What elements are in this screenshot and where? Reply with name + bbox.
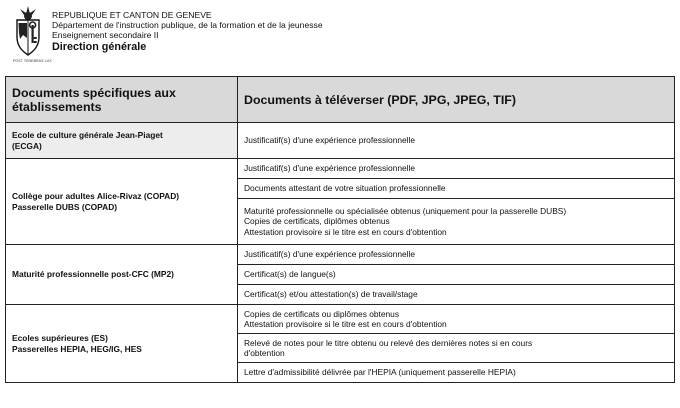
document-line: d'obtention bbox=[244, 348, 285, 358]
document-cell: Certificat(s) et/ou attestation(s) de travail/stage bbox=[238, 285, 675, 305]
document-cell bbox=[238, 334, 675, 363]
institution-cell bbox=[6, 159, 238, 245]
institution-cell bbox=[6, 305, 238, 383]
institution-cell: Maturité professionnelle post-CFC (MP2) bbox=[6, 245, 238, 305]
direction-name: Direction générale bbox=[52, 40, 147, 53]
letterhead bbox=[0, 0, 680, 72]
document-line: Attestation provisoire si le titre est en cours d'obtention bbox=[244, 319, 447, 329]
institution-name: Collège pour adultes Alice-Rivaz (COPAD) bbox=[12, 190, 180, 201]
document-line: Relevé de notes pour le titre obtenu ou relevé des dernières notes si en cours bbox=[244, 337, 533, 348]
table-row bbox=[6, 305, 675, 334]
institution-name: Passerelles HEPIA, HEG/IG, HES bbox=[12, 343, 142, 354]
document-cell: Justificatif(s) d'une expérience professionnelle bbox=[238, 159, 675, 179]
document-cell: Certificat(s) de langue(s) bbox=[238, 265, 675, 285]
table-row bbox=[6, 159, 675, 179]
document-line: Attestation provisoire si le titre est en cours d'obtention bbox=[244, 226, 447, 237]
division-name: Enseignement secondaire II bbox=[52, 30, 159, 41]
institution-abbr: (ECGA) bbox=[12, 140, 42, 151]
table-row bbox=[6, 245, 675, 265]
letterhead-text bbox=[52, 10, 323, 53]
institution-cell bbox=[6, 123, 238, 159]
institution-name: Ecoles supérieures (ES) bbox=[12, 332, 108, 343]
document-line: Maturité professionnelle ou spécialisée obtenus (uniquement pour la passerelle DUBS) bbox=[244, 205, 567, 216]
document-line: Copies de certificats ou diplômes obtenus bbox=[244, 308, 400, 319]
department-name: Département de l'instruction publique, de la formation et de la jeunesse bbox=[52, 20, 323, 31]
col-header-documents: Documents à téléverser (PDF, JPG, JPEG, TIF) bbox=[238, 77, 675, 123]
institution-name: Passerelle DUBS (COPAD) bbox=[12, 201, 118, 212]
document-line: Copies de certificats, diplômes obtenus bbox=[244, 216, 390, 227]
state-name: REPUBLIQUE ET CANTON DE GENEVE bbox=[52, 10, 212, 20]
document-cell: Justificatif(s) d'une expérience professionnelle bbox=[238, 245, 675, 265]
geneva-crest-icon bbox=[14, 5, 42, 57]
col-header-establishments: Documents spécifiques aux établissements bbox=[6, 77, 238, 123]
document-cell: Documents attestant de votre situation professionnelle bbox=[238, 179, 675, 199]
table-row bbox=[6, 123, 675, 159]
institution-name: Ecole de culture générale Jean-Piaget bbox=[12, 129, 163, 140]
document-cell: Justificatif(s) d'une expérience professionnelle bbox=[238, 123, 675, 159]
document-cell bbox=[238, 199, 675, 245]
table-header-row bbox=[6, 77, 675, 123]
crest-motto: POST TENEBRAS LUX bbox=[13, 59, 52, 63]
document-cell: Lettre d'admissibilité délivrée par l'HEPIA (uniquement passerelle HEPIA) bbox=[238, 363, 675, 383]
document-cell bbox=[238, 305, 675, 334]
documents-table bbox=[5, 76, 675, 383]
